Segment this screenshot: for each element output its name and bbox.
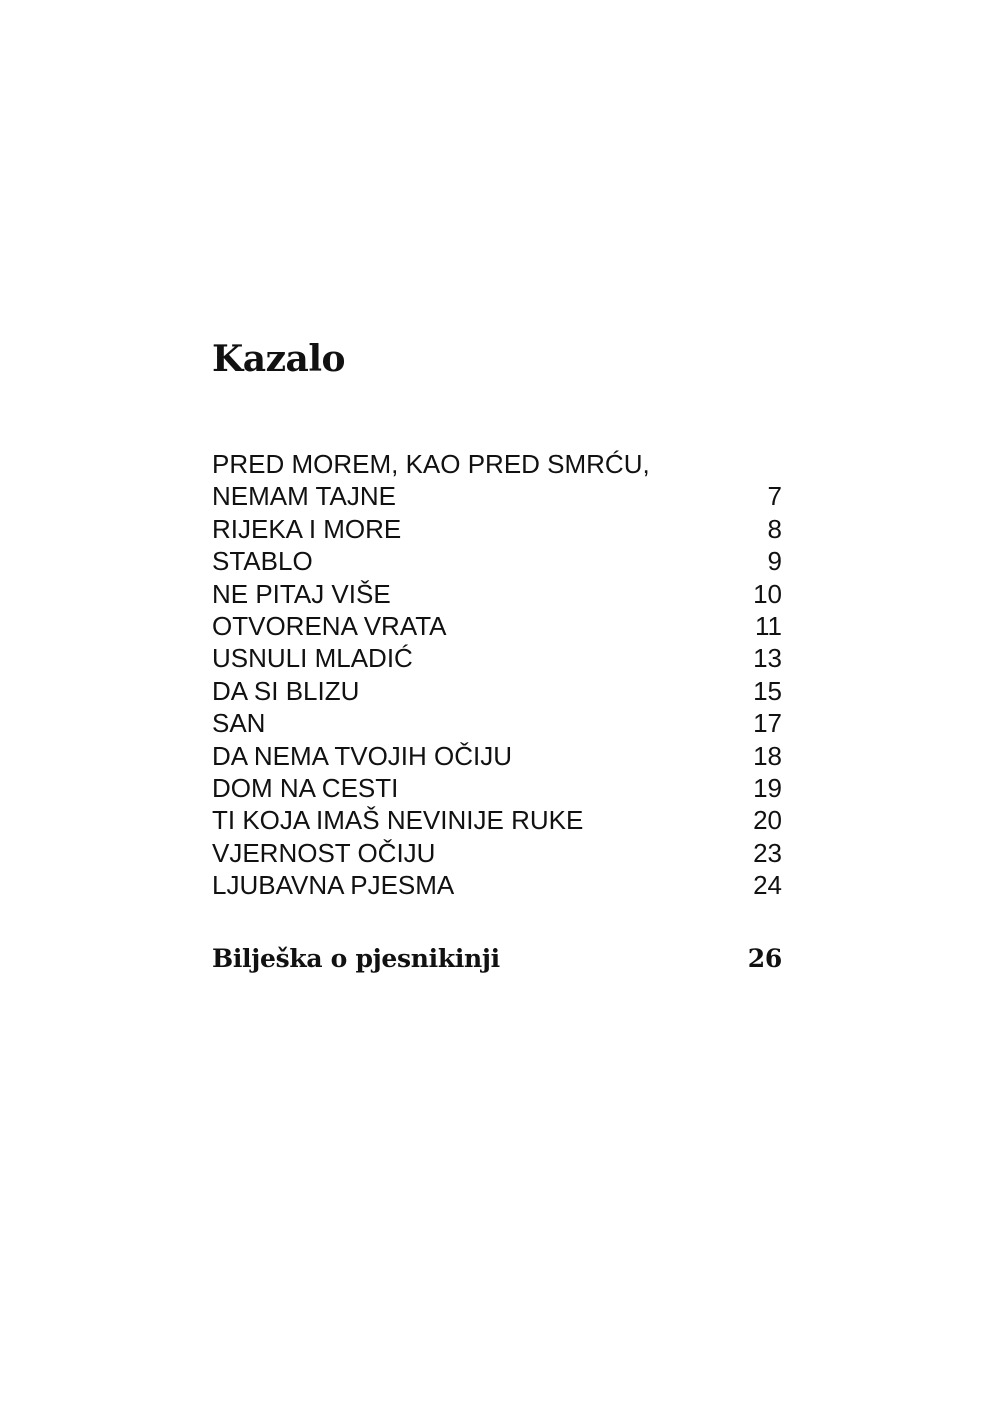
toc-entry	[212, 804, 782, 836]
toc-entry-title: RIJEKA I MORE	[212, 513, 402, 544]
appendix-entry	[212, 941, 782, 977]
toc-entry-page: 20	[753, 805, 782, 836]
toc-entry-title: PRED MOREM, KAO PRED SMRĆU,	[212, 449, 650, 479]
toc-entry-page: 15	[753, 675, 782, 706]
toc-entry-page: 24	[753, 870, 782, 901]
toc-entry-title: NEMAM TAJNE	[212, 481, 396, 512]
toc-entry-title: DA SI BLIZU	[212, 675, 360, 706]
page-title: Kazalo	[212, 338, 346, 380]
toc-entry	[212, 513, 782, 545]
toc-entry-page: 17	[753, 708, 782, 739]
toc-entry-title: SAN	[212, 708, 266, 739]
toc-entry-title: OTVORENA VRATA	[212, 610, 447, 641]
toc-entry-page: 8	[767, 513, 782, 544]
toc-entry	[212, 869, 782, 901]
toc-entry	[212, 610, 782, 642]
toc-entry	[212, 740, 782, 772]
toc-entry-page: 18	[753, 740, 782, 771]
toc-entry-title: USNULI MLADIĆ	[212, 643, 413, 674]
toc-entry-title: NE PITAJ VIŠE	[212, 578, 391, 609]
toc-entry-page: 9	[767, 546, 782, 577]
toc-entry	[212, 642, 782, 674]
toc-entry	[212, 707, 782, 739]
toc-entry-title: LJUBAVNA PJESMA	[212, 870, 455, 901]
toc-entry-title: DOM NA CESTI	[212, 772, 399, 803]
toc-entry-title: DA NEMA TVOJIH OČIJU	[212, 740, 513, 771]
toc-entry	[212, 772, 782, 804]
toc-entry-title: TI KOJA IMAŠ NEVINIJE RUKE	[212, 805, 584, 836]
toc-entry	[212, 578, 782, 610]
toc-entry-page: 23	[753, 837, 782, 868]
toc-entry-page: 19	[753, 772, 782, 803]
toc-entry	[212, 480, 782, 512]
toc-entry-page: 11	[755, 610, 782, 641]
toc-entry-page: 10	[753, 578, 782, 609]
appendix-page: 26	[747, 944, 782, 973]
appendix-title: Bilješka o pjesnikinji	[212, 944, 500, 973]
toc-entry	[212, 545, 782, 577]
toc-entry	[212, 837, 782, 869]
toc-entry-title: VJERNOST OČIJU	[212, 837, 436, 868]
table-of-contents	[212, 448, 782, 901]
toc-entry-first-line	[212, 448, 782, 480]
toc-entry	[212, 675, 782, 707]
toc-entry-page: 13	[753, 643, 782, 674]
toc-entry-page: 7	[767, 481, 782, 512]
toc-entry-title: STABLO	[212, 546, 313, 577]
